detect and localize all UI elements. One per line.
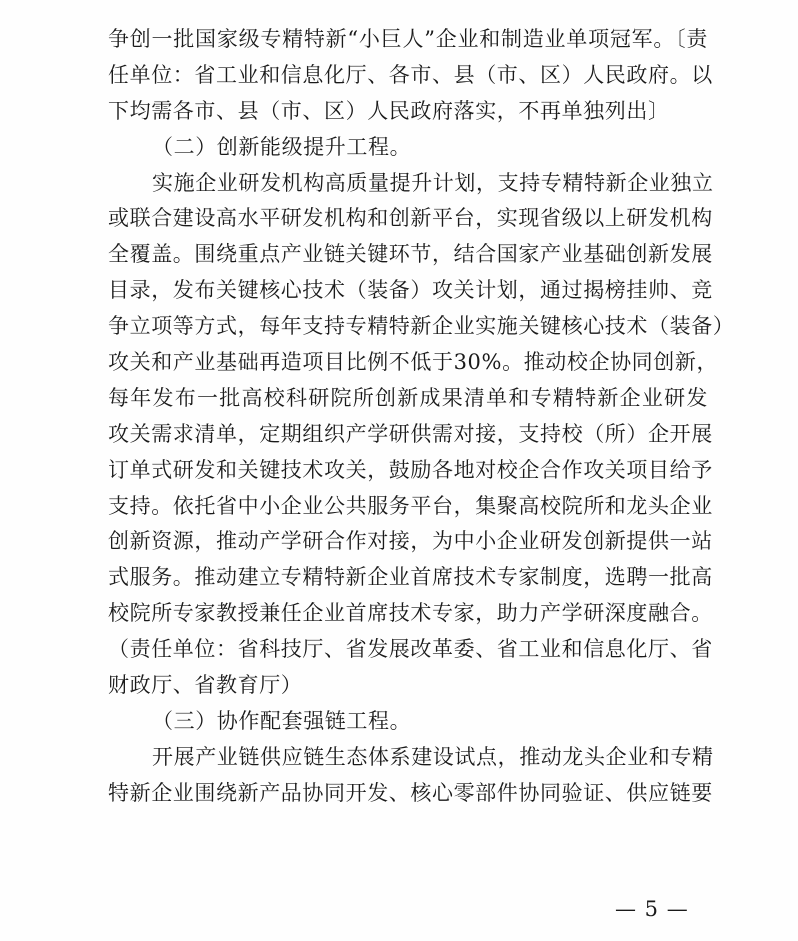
text-line: 财政厅、省教育厅） xyxy=(108,673,303,698)
text-line: （责任单位：省科技厅、省发展改革委、省工业和信息化厅、省 xyxy=(108,637,713,662)
text-line: 每年发布一批高校科研院所创新成果清单和专精特新企业研发 xyxy=(108,385,708,410)
text-line: 任单位：省工业和信息化厅、各市、县（市、区）人民政府。以 xyxy=(108,62,713,87)
text-line: 特新企业围绕新产品协同开发、核心零部件协同验证、供应链要 xyxy=(108,780,713,805)
section-heading: （三）协作配套强链工程。 xyxy=(152,708,412,733)
text-line: 支持。依托省中小企业公共服务平台，集聚高校院所和龙头企业 xyxy=(108,493,713,518)
text-line: 下均需各市、县（市、区）人民政府落实，不再单独列出〕 xyxy=(108,98,670,123)
text-line: 或联合建设高水平研发机构和创新平台，实现省级以上研发机构 xyxy=(108,206,713,231)
text-line: 式服务。推动建立专精特新企业首席技术专家制度，选聘一批高 xyxy=(108,565,713,590)
text-line: 校院所专家教授兼任企业首席技术专家，助力产学研深度融合。 xyxy=(108,601,713,626)
section-heading: （二）创新能级提升工程。 xyxy=(152,134,412,159)
text-line: 目录，发布关键核心技术（装备）攻关计划，通过揭榜挂帅、竞 xyxy=(108,278,713,303)
text-line: 开展产业链供应链生态体系建设试点，推动龙头企业和专精 xyxy=(152,744,714,769)
text-line: 攻关需求清单，定期组织产学研供需对接，支持校（所）企开展 xyxy=(108,421,713,446)
text-line: 创新资源，推动产学研合作对接，为中小企业研发创新提供一站 xyxy=(108,529,713,554)
text-line: 订单式研发和关键技术攻关，鼓励各地对校企合作攻关项目给予 xyxy=(108,457,713,482)
text-line: 攻关和产业基础再造项目比例不低于30%。推动校企协同创新， xyxy=(108,350,719,375)
text-line: 实施企业研发机构高质量提升计划，支持专精特新企业独立 xyxy=(152,170,714,195)
text-line: 争立项等方式，每年支持专精特新企业实施关键核心技术（装备） xyxy=(108,314,735,339)
document-body xyxy=(108,22,735,812)
text-line: 全覆盖。围绕重点产业链关键环节，结合国家产业基础创新发展 xyxy=(108,242,713,267)
text-line: 争创一批国家级专精特新“小巨人”企业和制造业单项冠军。〔责 xyxy=(108,27,708,51)
page-number: — 5 — xyxy=(615,897,689,921)
